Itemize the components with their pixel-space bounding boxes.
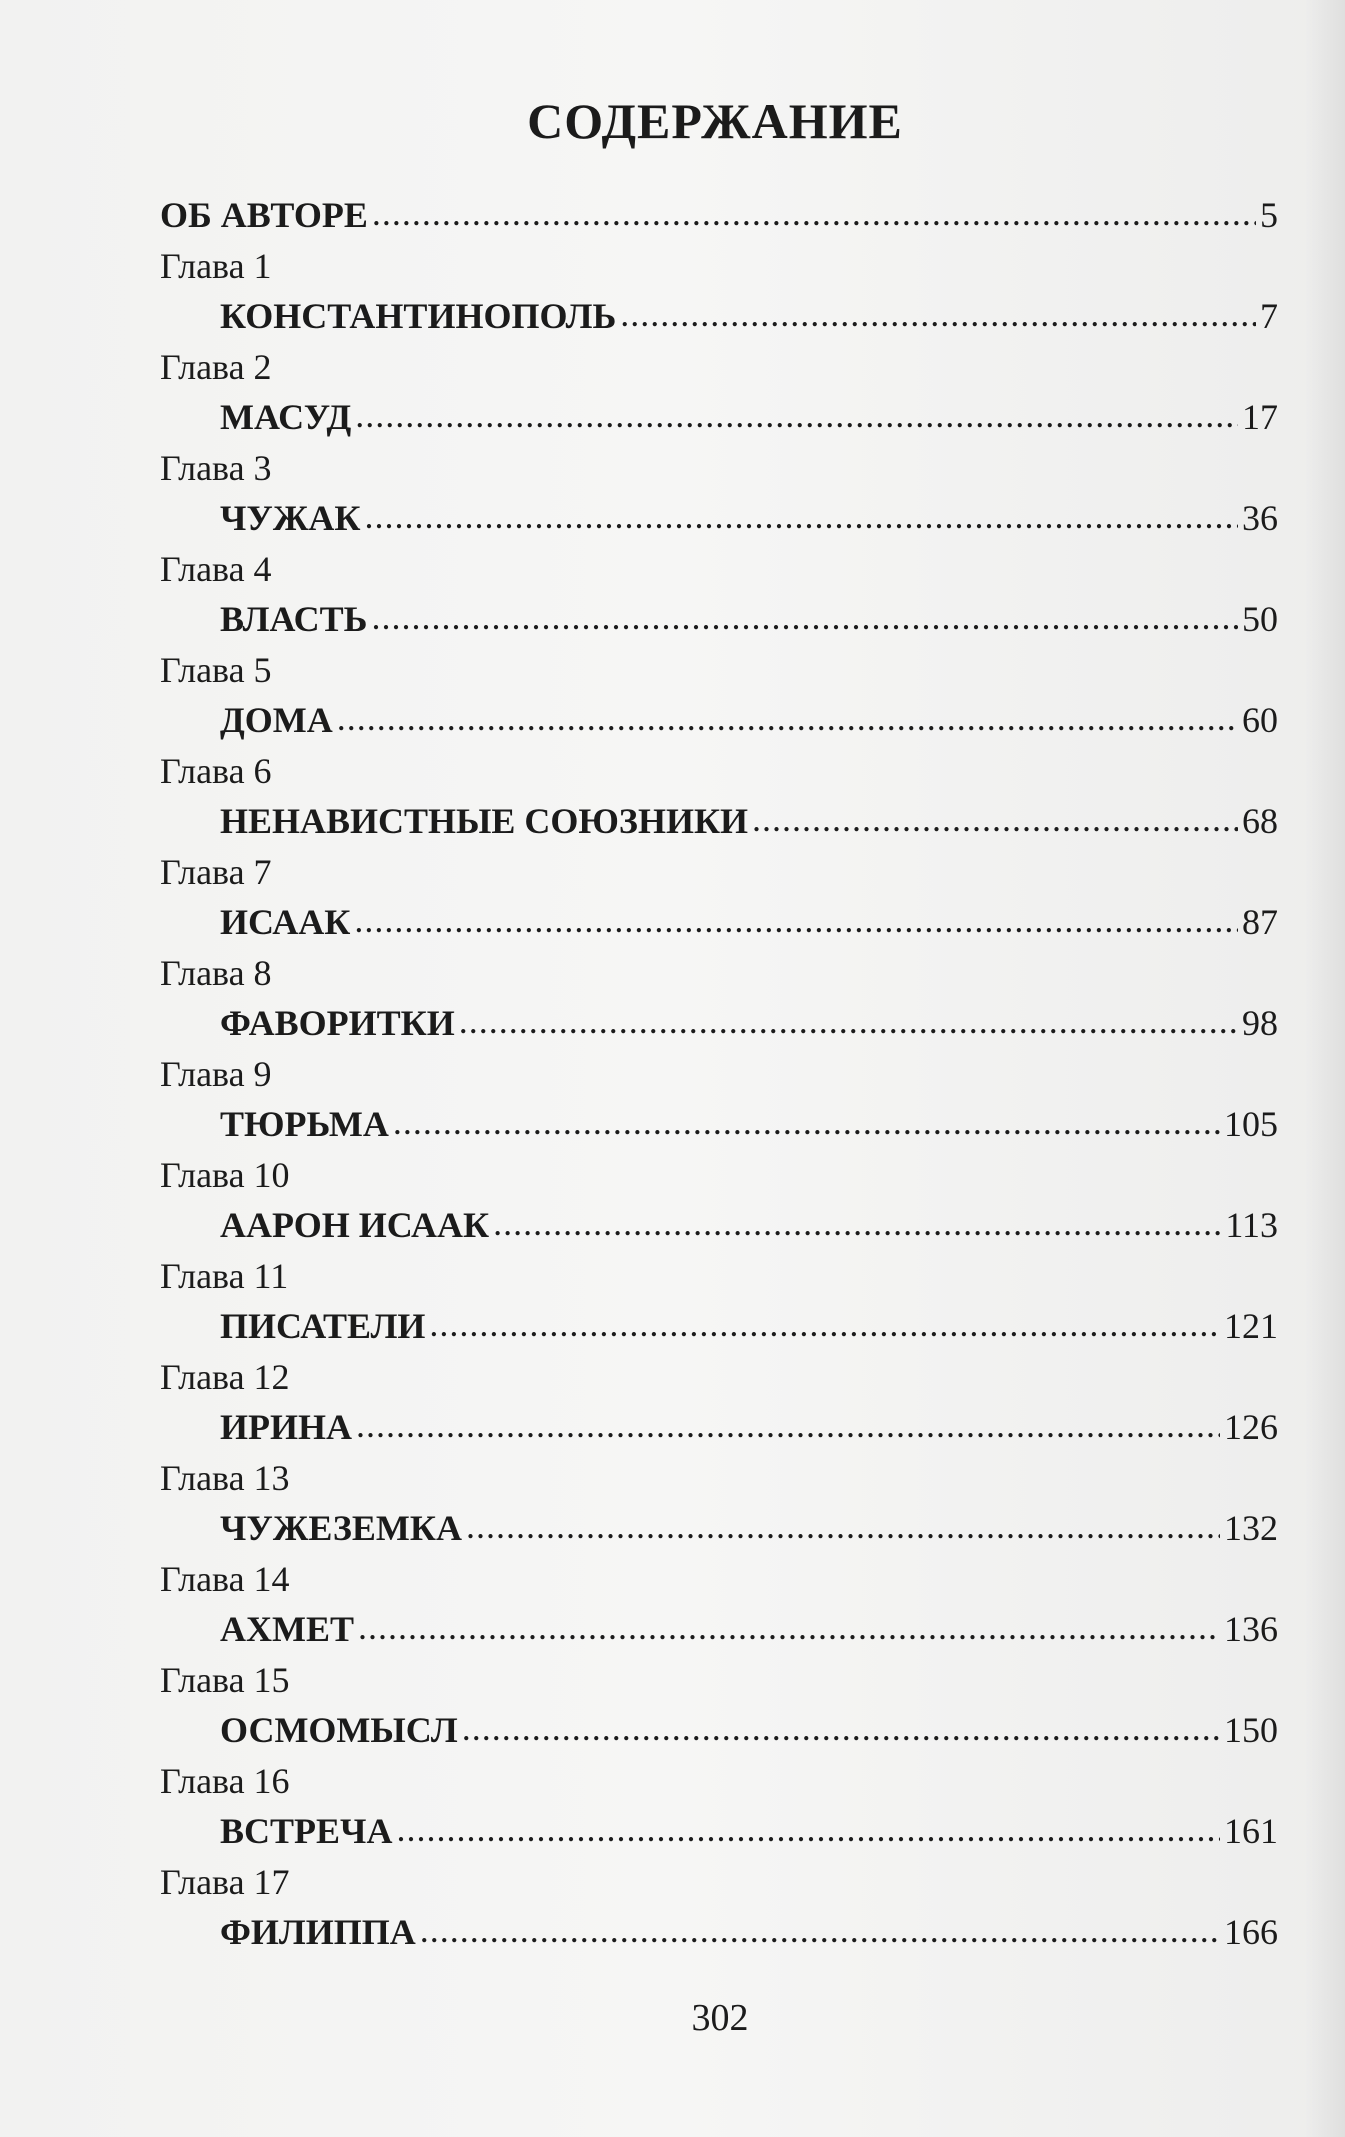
chapter-number: Глава 11 [160,1255,289,1296]
toc-page-number: 105 [1224,1104,1278,1144]
toc-entry [160,493,1278,544]
toc-entry [160,1503,1278,1554]
toc-entry [160,1200,1278,1251]
dot-leader [396,1804,1220,1855]
chapter-number: Глава 13 [160,1457,290,1498]
chapter-title: ОСМОМЫСЛ [220,1710,458,1750]
chapter-number: Глава 2 [160,346,272,387]
toc-entry [160,1907,1278,1958]
chapter-title: ЧУЖЕЗЕМКА [220,1508,462,1548]
page-title: СОДЕРЖАНИЕ [527,93,903,149]
toc-entry [160,1099,1278,1150]
dot-leader [356,1400,1220,1451]
toc-entry [160,695,1278,746]
toc-page-number: 166 [1224,1912,1278,1952]
toc-entry [160,1705,1278,1756]
chapter-title: НЕНАВИСТНЫЕ СОЮЗНИКИ [220,801,749,841]
toc-entry [160,291,1278,342]
toc-entry [160,594,1278,645]
toc-page-number: 60 [1242,700,1278,740]
chapter-number: Глава 5 [160,649,272,690]
toc-entry [160,998,1278,1049]
toc-page-number: 5 [1260,195,1278,235]
page-number: 302 [691,1997,749,2039]
toc-entry [160,1604,1278,1655]
toc-entry [160,392,1278,443]
toc-page-number: 87 [1242,902,1278,942]
chapter-title: ААРОН ИСААК [220,1205,490,1245]
chapter-title: ТЮРЬМА [220,1104,389,1144]
chapter-number: Глава 15 [160,1659,290,1700]
chapter-title: ИСААК [220,902,351,942]
chapter-title: ЧУЖАК [220,498,361,538]
dot-leader [365,491,1238,542]
dot-leader [429,1299,1220,1350]
dot-leader [372,188,1256,239]
toc-page-number: 150 [1224,1710,1278,1750]
chapter-title: ПИСАТЕЛИ [220,1306,426,1346]
chapter-number: Глава 10 [160,1154,290,1195]
chapter-title: ВЛАСТЬ [220,599,368,639]
chapter-title: АХМЕТ [220,1609,354,1649]
toc-page-number: 36 [1242,498,1278,538]
dot-leader [493,1198,1221,1249]
toc-page-number: 50 [1242,599,1278,639]
chapter-title: МАСУД [220,397,352,437]
chapter-list [160,241,1278,1958]
chapter-number: Глава 17 [160,1861,290,1902]
dot-leader [459,996,1238,1047]
toc-page-number: 132 [1224,1508,1278,1548]
dot-leader [358,1602,1220,1653]
chapter-title: ВСТРЕЧА [220,1811,393,1851]
toc-entry [160,1301,1278,1352]
dot-leader [462,1703,1220,1754]
dot-leader [420,1905,1220,1956]
chapter-number: Глава 12 [160,1356,290,1397]
chapter-number: Глава 3 [160,447,272,488]
toc-page-number: 126 [1224,1407,1278,1447]
chapter-number: Глава 6 [160,750,272,791]
chapter-number: Глава 9 [160,1053,272,1094]
chapter-title: ФИЛИППА [220,1912,416,1952]
dot-leader [371,592,1238,643]
chapter-title: КОНСТАНТИНОПОЛЬ [220,296,617,336]
toc-page-number: 17 [1242,397,1278,437]
toc-page-number: 113 [1225,1205,1278,1245]
page-edge-shadow [1305,0,1345,2137]
chapter-number: Глава 8 [160,952,272,993]
chapter-number: Глава 4 [160,548,272,589]
toc-page-number: 98 [1242,1003,1278,1043]
toc-entry [160,1402,1278,1453]
toc-entry [160,897,1278,948]
toc-entry [160,796,1278,847]
chapter-number: Глава 7 [160,851,272,892]
toc-page-number: 121 [1224,1306,1278,1346]
chapter-number: Глава 1 [160,245,272,286]
chapter-number: Глава 14 [160,1558,290,1599]
dot-leader [393,1097,1220,1148]
dot-leader [354,895,1238,946]
chapter-title: ИРИНА [220,1407,352,1447]
dot-leader [466,1501,1220,1552]
dot-leader [337,693,1238,744]
dot-leader [620,289,1256,340]
toc-entry-about-author [160,190,1278,241]
chapter-number: Глава 16 [160,1760,290,1801]
toc-page-number: 136 [1224,1609,1278,1649]
dot-leader [752,794,1238,845]
dot-leader [355,390,1238,441]
chapter-title: ФАВОРИТКИ [220,1003,455,1043]
toc-page-number: 68 [1242,801,1278,841]
toc-entry-label: ОБ АВТОРЕ [160,195,368,235]
toc-page-number: 7 [1260,296,1278,336]
table-of-contents [160,190,1278,1958]
toc-entry [160,1806,1278,1857]
toc-page-number: 161 [1224,1811,1278,1851]
chapter-title: ДОМА [220,700,333,740]
